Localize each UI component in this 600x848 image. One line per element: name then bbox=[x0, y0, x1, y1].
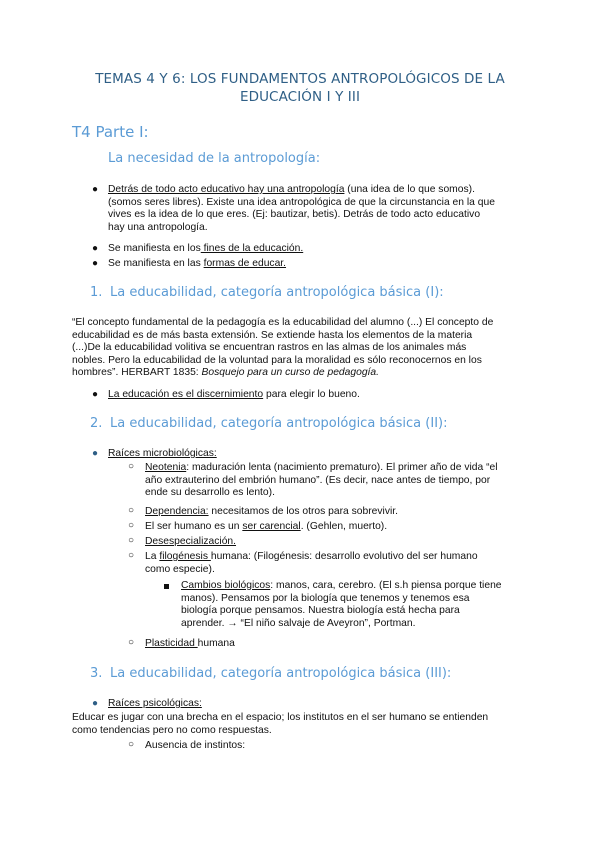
text: hay una antropología. bbox=[108, 221, 208, 233]
text: biología porque pensamos. Nuestra biología está hecha para bbox=[181, 605, 460, 617]
heading-section-1 bbox=[90, 285, 444, 300]
list-item bbox=[108, 389, 360, 402]
part-heading: T4 Parte I: bbox=[72, 123, 149, 141]
text: (una idea de lo que somos). bbox=[344, 184, 475, 195]
underlined-text: Raíces psicológicas: bbox=[108, 698, 202, 709]
text: para elegir lo bueno. bbox=[263, 389, 360, 400]
bullet-icon: ● bbox=[92, 243, 99, 254]
section-number: 1. bbox=[90, 285, 103, 300]
circle-bullet-icon: ○ bbox=[128, 505, 135, 516]
section-title: La educabilidad, categoría antropológica básica (III): bbox=[110, 666, 452, 681]
text: humana bbox=[197, 638, 235, 649]
list-item bbox=[108, 184, 548, 234]
underlined-text: Dependencia: bbox=[145, 506, 209, 517]
bullet-icon: ● bbox=[92, 389, 99, 400]
text: : manos, cara, cerebro. (El s.h piensa porque tiene bbox=[270, 580, 502, 591]
underlined-text: La educación es el discernimiento bbox=[108, 389, 264, 400]
list-item bbox=[108, 258, 286, 271]
list-item bbox=[108, 698, 202, 711]
text: necesitamos de los otros para sobrevivir. bbox=[208, 506, 398, 517]
text: Ausencia de instintos: bbox=[145, 740, 246, 751]
heading-section-3 bbox=[90, 666, 451, 681]
bullet-icon: ● bbox=[92, 258, 99, 269]
list-item bbox=[145, 521, 387, 534]
underlined-text: Neotenia bbox=[145, 462, 187, 473]
circle-bullet-icon: ○ bbox=[128, 461, 135, 472]
section-number: 2. bbox=[90, 416, 103, 431]
underlined-text: filogénesis bbox=[159, 551, 211, 562]
text: como tendencias pero no como respuestas. bbox=[72, 724, 272, 736]
text: aprender. → “El niño salvaje de Aveyron”, Portman. bbox=[181, 617, 416, 629]
text: “El concepto fundamental de la pedagogía es la educabilidad del alumno (...) El concepto de bbox=[72, 317, 494, 328]
section-title: La educabilidad, categoría antropológica básica (II): bbox=[110, 416, 448, 431]
underlined-text: Detrás de todo acto educativo hay una antropología bbox=[108, 184, 345, 195]
text: : maduración lenta (nacimiento prematuro). El primer año de vida “el bbox=[186, 462, 498, 473]
text: educabilidad es de más basta extensión. Se extiende hasta los elementos de la materia bbox=[72, 329, 473, 341]
text: (somos seres libres). Existe una idea antropológica de que la circunstancia en la que bbox=[108, 196, 495, 208]
text: (...)De la educabilidad volitiva se encuentran rastros en las almas de los animales más bbox=[72, 342, 467, 354]
list-item bbox=[145, 506, 398, 519]
underlined-text: Cambios biológicos bbox=[181, 580, 271, 591]
underlined-text: Plasticidad bbox=[145, 638, 198, 649]
text: Se manifiesta en las bbox=[108, 258, 204, 269]
heading-section-2 bbox=[90, 416, 447, 431]
underlined-text: Raíces microbiológicas: bbox=[108, 448, 217, 459]
section-number: 3. bbox=[90, 666, 103, 681]
section-title: La educabilidad, categoría antropológica básica (I): bbox=[110, 285, 444, 300]
text: como especie). bbox=[145, 563, 215, 575]
text: hombres”. HERBART 1835: bbox=[72, 367, 202, 379]
list-item bbox=[108, 243, 303, 256]
list-item bbox=[108, 448, 217, 461]
bullet-icon: ● bbox=[92, 184, 99, 195]
document-title: TEMAS 4 Y 6: LOS FUNDAMENTOS ANTROPOLÓGICOS DE LA EDUCACIÓN I Y III bbox=[95, 71, 505, 105]
book-title: Bosquejo para un curso de pedagogía. bbox=[201, 367, 380, 379]
text: La bbox=[145, 551, 160, 562]
underlined-text: ser carencial bbox=[242, 521, 301, 532]
text: . (Gehlen, muerto). bbox=[300, 521, 388, 532]
text: humana: (Filogénesis: desarrollo evolutivo del ser humano bbox=[210, 551, 478, 562]
square-bullet-icon bbox=[164, 584, 169, 589]
text: año extrauterino del embrión humano”. (Es decir, nace antes de tiempo, por bbox=[145, 474, 491, 486]
text: ende su desarrollo es lento). bbox=[145, 487, 275, 499]
text: nobles. Pero la educabilidad de la voluntad para la moralidad es sólo reconocernos en los bbox=[72, 354, 482, 366]
text: manos). Pensamos por la biología que tenemos y tenemos esa bbox=[181, 592, 470, 604]
underlined-text: Desespecialización. bbox=[145, 536, 237, 547]
list-item bbox=[145, 638, 235, 651]
paragraph bbox=[72, 712, 542, 737]
list-item bbox=[145, 462, 545, 500]
underlined-text: formas de educar. bbox=[203, 258, 287, 269]
list-item bbox=[145, 551, 545, 576]
text: vives es la idea de lo que eres. (Ej: bautizar, betis). Detrás de todo acto educativo bbox=[108, 209, 481, 221]
text: Se manifiesta en los bbox=[108, 243, 201, 254]
list-item bbox=[181, 580, 541, 630]
circle-bullet-icon: ○ bbox=[128, 535, 135, 546]
text: Educar es jugar con una brecha en el espacio; los institutos en el ser humano se entienden bbox=[72, 712, 489, 723]
bullet-icon: ● bbox=[92, 448, 99, 459]
circle-bullet-icon: ○ bbox=[128, 550, 135, 561]
underlined-text: fines de la educación. bbox=[200, 243, 304, 254]
circle-bullet-icon: ○ bbox=[128, 520, 135, 531]
circle-bullet-icon: ○ bbox=[128, 739, 135, 750]
quote-block bbox=[72, 317, 532, 380]
heading-necesidad: La necesidad de la antropología: bbox=[108, 151, 321, 166]
list-item bbox=[145, 536, 236, 549]
text: El ser humano es un bbox=[145, 521, 243, 532]
circle-bullet-icon: ○ bbox=[128, 637, 135, 648]
bullet-icon: ● bbox=[92, 698, 99, 709]
list-item bbox=[145, 740, 245, 753]
